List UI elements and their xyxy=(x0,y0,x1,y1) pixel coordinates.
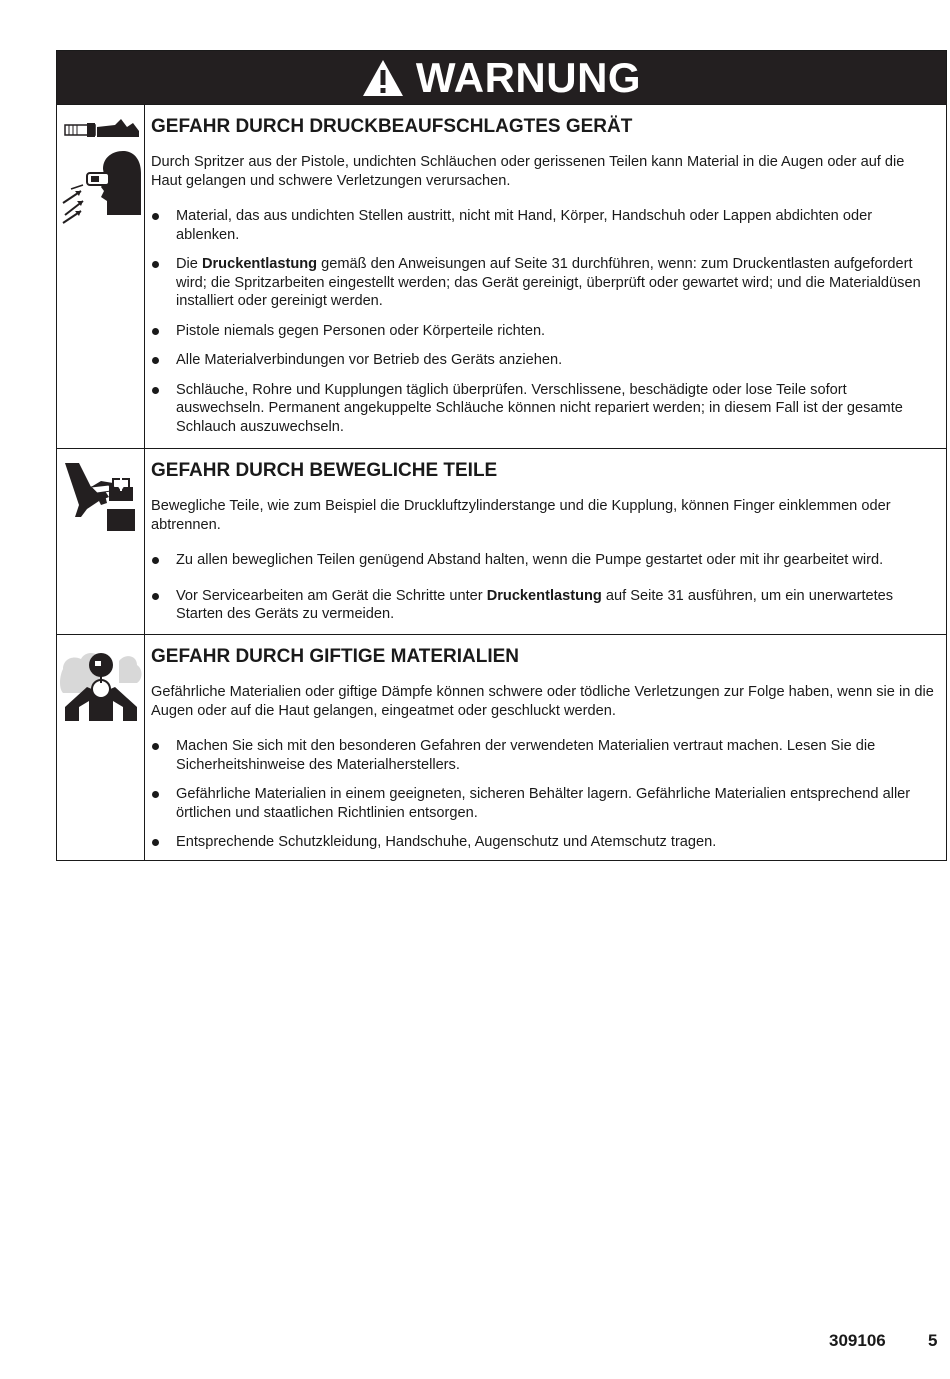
section-intro: Gefährliche Materialien oder giftige Dämpfe können schwere oder tödliche Verletzungen zur Folge haben, wenn sie in die Augen oder auf die Haut gelangen, eingeatmet oder geschluckt werden. xyxy=(151,684,934,719)
bullet-list xyxy=(151,551,938,624)
pressurized-equipment-splash-icon xyxy=(57,105,145,235)
section-title: GEFAHR DURCH GIFTIGE MATERIALIEN xyxy=(151,646,520,667)
warning-title: WARNUNG xyxy=(415,53,642,101)
section-intro: Bewegliche Teile, wie zum Beispiel die Druckluftzylinderstange und die Kupplung, können Finger einklemmen oder abtrennen. xyxy=(151,498,891,533)
hazard-icon-cell xyxy=(57,635,145,860)
bullet-item: Gefährliche Materialien in einem geeigneten, sicheren Behälter lagern. Gefährliche Materialien entsprechend aller örtlichen und staatlichen Richtlinien entsorgen. xyxy=(151,785,938,822)
toxic-fumes-person-icon xyxy=(57,649,145,739)
moving-parts-hand-pinch-icon xyxy=(57,457,145,537)
bullet-item: Schläuche, Rohre und Kupplungen täglich überprüfen. Verschlissene, beschädigte oder lose Teile sofort auswechseln. Permanent angekuppelte Schläuche können nicht repariert werden; in diesem Fall ist der gesamte Schlauch auszuwechseln. xyxy=(151,381,938,437)
bullet-item: Die Druckentlastung gemäß den Anweisungen auf Seite 31 durchführen, wenn: zum Druckentlasten aufgefordert wird; die Spritzarbeiten eingestellt werden; das Gerät gereinigt, überprüft oder gewartet wird; und die Materialdüsen installiert oder gereinigt werden. xyxy=(151,255,938,311)
document-number: 309106 xyxy=(829,1331,886,1350)
bullet-item: Alle Materialverbindungen vor Betrieb des Geräts anziehen. xyxy=(151,351,938,370)
bullet-item: Entsprechende Schutzkleidung, Handschuhe, Augenschutz und Atemschutz tragen. xyxy=(151,833,938,852)
bullet-item: Pistole niemals gegen Personen oder Körperteile richten. xyxy=(151,322,938,341)
hazard-section-toxic xyxy=(57,635,946,860)
warning-table xyxy=(56,50,947,861)
hazard-text-cell xyxy=(145,449,946,634)
hazard-text-cell xyxy=(145,635,946,860)
warning-header xyxy=(57,51,946,105)
section-title: GEFAHR DURCH BEWEGLICHE TEILE xyxy=(151,460,498,481)
bullet-item: Material, das aus undichten Stellen austritt, nicht mit Hand, Körper, Handschuh oder Lappen abdichten oder ablenken. xyxy=(151,207,938,244)
hazard-icon-cell xyxy=(57,449,145,634)
hazard-section-pressurized xyxy=(57,105,946,449)
bullet-item: Machen Sie sich mit den besonderen Gefahren der verwendeten Materialien vertraut machen. Lesen Sie die Sicherheitshinweise des Materialherstellers. xyxy=(151,737,938,774)
bullet-item: Vor Servicearbeiten am Gerät die Schritte unter Druckentlastung auf Seite 31 ausführen, um ein unerwartetes Starten des Geräts zu vermeiden. xyxy=(151,587,938,624)
section-title: GEFAHR DURCH DRUCKBEAUFSCHLAGTES GERÄT xyxy=(151,116,633,137)
page-footer xyxy=(0,1331,950,1355)
hazard-icon-cell xyxy=(57,105,145,448)
warning-triangle-icon xyxy=(362,59,404,97)
bullet-list xyxy=(151,737,938,852)
hazard-section-moving-parts xyxy=(57,449,946,635)
bullet-item: Zu allen beweglichen Teilen genügend Abstand halten, wenn die Pumpe gestartet oder mit ihr gearbeitet wird. xyxy=(151,551,938,570)
hazard-text-cell xyxy=(145,105,946,448)
page-number: 5 xyxy=(928,1331,938,1350)
bullet-list xyxy=(151,207,938,436)
section-intro: Durch Spritzer aus der Pistole, undichten Schläuchen oder gerissenen Teilen kann Material in die Augen oder auf die Haut gelangen und schwere Verletzungen verursachen. xyxy=(151,154,905,189)
